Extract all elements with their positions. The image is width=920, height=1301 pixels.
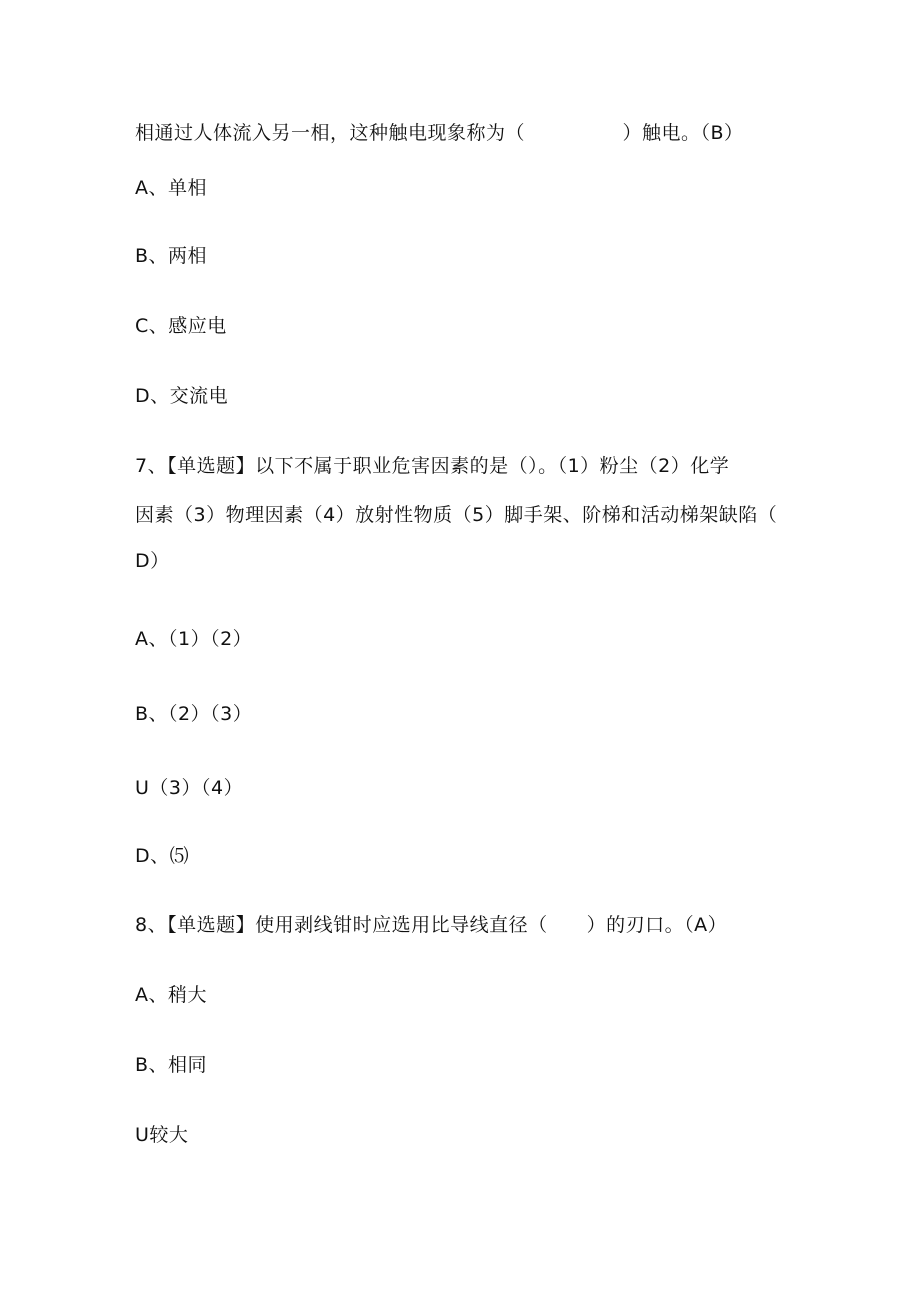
question-8-option-a: A、稍大	[135, 984, 207, 1006]
question-8-option-b: B、相同	[135, 1054, 208, 1076]
question-8-stem: 8、【单选题】使用剥线钳时应选用比导线直径（ ）的刃口。（A）	[135, 914, 728, 936]
question-7-stem-line-3: D）	[135, 550, 170, 572]
question-6-stem: 相通过人体流入另一相，这种触电现象称为（ ）触电。（B）	[135, 122, 744, 144]
question-7-option-d: D、⑸	[135, 845, 190, 867]
question-7-option-c: U（3）（4）	[135, 777, 244, 799]
question-6-option-d: D、交流电	[135, 385, 229, 407]
question-7-option-a: A、（1）（2）	[135, 628, 253, 650]
question-6-option-c: C、感应电	[135, 315, 227, 337]
question-7-stem-line-2: 因素（3）物理因素（4）放射性物质（5）脚手架、阶梯和活动梯架缺陷（	[135, 504, 778, 526]
question-6-option-a: A、单相	[135, 177, 207, 199]
question-7-option-b: B、（2）（3）	[135, 703, 253, 725]
question-8-option-c: U较大	[135, 1124, 189, 1146]
question-6-option-b: B、两相	[135, 245, 208, 267]
question-7-stem-line-1: 7、【单选题】以下不属于职业危害因素的是（）。（1）粉尘（2）化学	[135, 455, 730, 477]
